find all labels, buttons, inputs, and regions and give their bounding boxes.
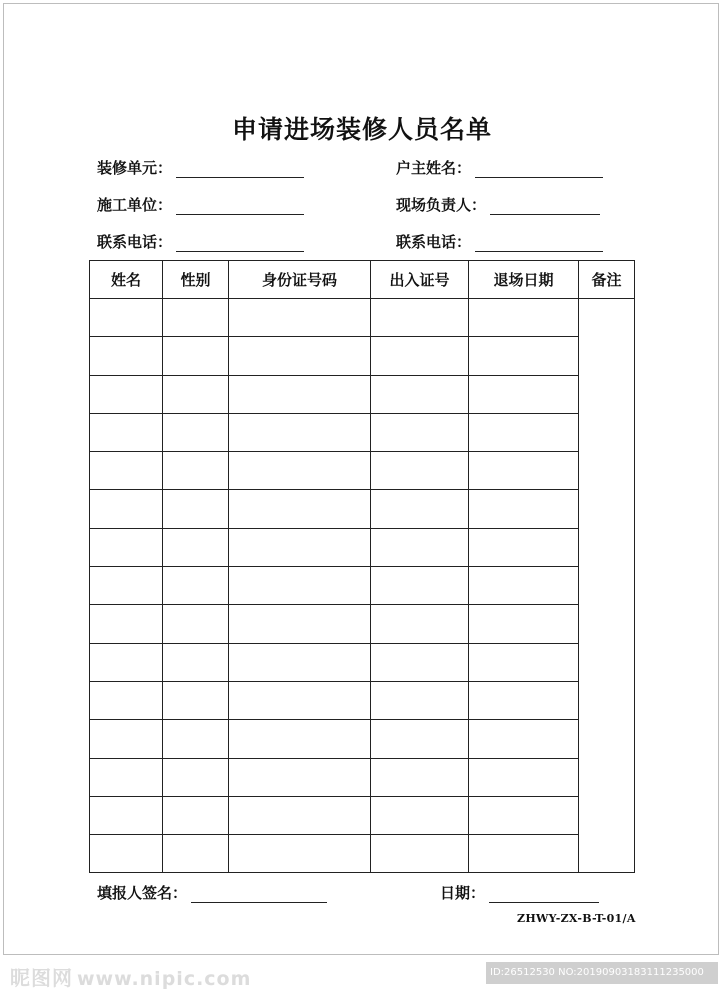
table-cell[interactable] — [163, 299, 229, 337]
table-cell[interactable] — [163, 835, 229, 873]
table-row — [90, 567, 635, 605]
table-cell[interactable] — [469, 413, 579, 451]
field-label: 施工单位： — [97, 196, 173, 214]
fill-line[interactable] — [490, 199, 600, 215]
table-cell[interactable] — [469, 490, 579, 528]
table-cell[interactable] — [469, 758, 579, 796]
field-label: 日期： — [440, 884, 486, 902]
remarks-cell[interactable] — [579, 299, 635, 873]
fill-line[interactable] — [176, 199, 304, 215]
table-cell[interactable] — [90, 758, 163, 796]
table-cell[interactable] — [371, 528, 469, 566]
table-cell[interactable] — [163, 681, 229, 719]
field-site-manager — [396, 194, 600, 215]
fill-line[interactable] — [475, 162, 603, 178]
watermark-site: www.nipic.com — [77, 968, 252, 990]
table-cell[interactable] — [229, 643, 371, 681]
fill-line[interactable] — [191, 887, 327, 903]
fill-line[interactable] — [176, 162, 304, 178]
table-cell[interactable] — [90, 299, 163, 337]
table-cell[interactable] — [469, 796, 579, 834]
table-cell[interactable] — [163, 528, 229, 566]
table-cell[interactable] — [90, 528, 163, 566]
table-row — [90, 681, 635, 719]
table-row — [90, 605, 635, 643]
table-row — [90, 758, 635, 796]
table-header-row — [90, 261, 635, 299]
table-cell[interactable] — [229, 413, 371, 451]
table-cell[interactable] — [371, 835, 469, 873]
field-label: 填报人签名： — [97, 884, 188, 902]
roster-table — [89, 260, 635, 873]
table-row — [90, 835, 635, 873]
table-cell[interactable] — [163, 337, 229, 375]
table-cell[interactable] — [90, 567, 163, 605]
table-cell[interactable] — [163, 375, 229, 413]
table-cell[interactable] — [469, 337, 579, 375]
field-phone-left — [97, 231, 304, 252]
table-cell[interactable] — [163, 643, 229, 681]
field-label: 现场负责人： — [396, 196, 487, 214]
table-cell[interactable] — [371, 375, 469, 413]
table-cell[interactable] — [90, 720, 163, 758]
table-cell[interactable] — [469, 643, 579, 681]
field-label: 装修单元： — [97, 159, 173, 177]
table-cell[interactable] — [229, 337, 371, 375]
field-phone-right — [396, 231, 603, 252]
table-cell[interactable] — [469, 605, 579, 643]
table-cell[interactable] — [163, 452, 229, 490]
table-cell[interactable] — [371, 758, 469, 796]
watermark-brand — [10, 962, 251, 991]
table-cell[interactable] — [371, 490, 469, 528]
column-header-gender: 性别 — [163, 261, 229, 299]
field-owner-name — [396, 157, 603, 178]
table-row — [90, 413, 635, 451]
table-cell[interactable] — [229, 452, 371, 490]
table-cell[interactable] — [371, 681, 469, 719]
table-cell[interactable] — [229, 720, 371, 758]
field-decoration-unit — [97, 157, 304, 178]
table-cell[interactable] — [371, 452, 469, 490]
field-label: 联系电话： — [97, 233, 173, 251]
table-cell[interactable] — [90, 413, 163, 451]
watermark-id: ID:26512530 NO:20190903183111235000 — [486, 962, 718, 984]
table-cell[interactable] — [469, 528, 579, 566]
table-cell[interactable] — [371, 337, 469, 375]
table-cell[interactable] — [229, 758, 371, 796]
column-header-remarks: 备注 — [579, 261, 635, 299]
table-cell[interactable] — [469, 567, 579, 605]
table-cell[interactable] — [469, 835, 579, 873]
table-cell[interactable] — [90, 681, 163, 719]
column-header-pass-number: 出入证号 — [371, 261, 469, 299]
table-cell[interactable] — [163, 490, 229, 528]
table-cell[interactable] — [229, 605, 371, 643]
table-cell[interactable] — [229, 528, 371, 566]
table-cell[interactable] — [163, 796, 229, 834]
table-row — [90, 490, 635, 528]
table-cell[interactable] — [163, 567, 229, 605]
table-cell[interactable] — [229, 567, 371, 605]
table-row — [90, 375, 635, 413]
table-cell[interactable] — [90, 796, 163, 834]
table-cell[interactable] — [90, 337, 163, 375]
table-row — [90, 299, 635, 337]
table-cell[interactable] — [371, 413, 469, 451]
table-cell[interactable] — [371, 796, 469, 834]
table-row — [90, 452, 635, 490]
field-label: 户主姓名： — [396, 159, 472, 177]
field-label: 联系电话： — [396, 233, 472, 251]
watermark-brand-text: 昵图网 — [10, 966, 73, 990]
table-cell[interactable] — [229, 299, 371, 337]
table-row — [90, 796, 635, 834]
table-cell[interactable] — [469, 681, 579, 719]
field-signer — [97, 882, 327, 903]
table-cell[interactable] — [163, 413, 229, 451]
field-date — [440, 882, 599, 903]
table-row — [90, 528, 635, 566]
field-construction-unit — [97, 194, 304, 215]
table-cell[interactable] — [90, 835, 163, 873]
column-header-id-number: 身份证号码 — [229, 261, 371, 299]
table-cell[interactable] — [229, 375, 371, 413]
table-row — [90, 643, 635, 681]
column-header-name: 姓名 — [90, 261, 163, 299]
table-cell[interactable] — [163, 758, 229, 796]
table-cell[interactable] — [469, 375, 579, 413]
table-cell[interactable] — [371, 720, 469, 758]
table-cell[interactable] — [90, 452, 163, 490]
table-cell[interactable] — [90, 605, 163, 643]
table-cell[interactable] — [90, 643, 163, 681]
table-cell[interactable] — [371, 299, 469, 337]
document-code: ZHWY-ZX-B-T-01/A — [517, 912, 636, 925]
table-cell[interactable] — [229, 796, 371, 834]
table-cell[interactable] — [229, 835, 371, 873]
table-cell[interactable] — [163, 720, 229, 758]
table-cell[interactable] — [469, 299, 579, 337]
table-cell[interactable] — [371, 567, 469, 605]
fill-line[interactable] — [176, 236, 304, 252]
table-cell[interactable] — [90, 490, 163, 528]
table-row — [90, 337, 635, 375]
table-cell[interactable] — [163, 605, 229, 643]
table-cell[interactable] — [229, 681, 371, 719]
table-row — [90, 720, 635, 758]
table-cell[interactable] — [371, 643, 469, 681]
table-cell[interactable] — [371, 605, 469, 643]
column-header-exit-date: 退场日期 — [469, 261, 579, 299]
fill-line[interactable] — [489, 887, 599, 903]
table-cell[interactable] — [469, 720, 579, 758]
table-cell[interactable] — [469, 452, 579, 490]
page-title: 申请进场装修人员名单 — [231, 115, 492, 144]
table-cell[interactable] — [229, 490, 371, 528]
table-cell[interactable] — [90, 375, 163, 413]
fill-line[interactable] — [475, 236, 603, 252]
